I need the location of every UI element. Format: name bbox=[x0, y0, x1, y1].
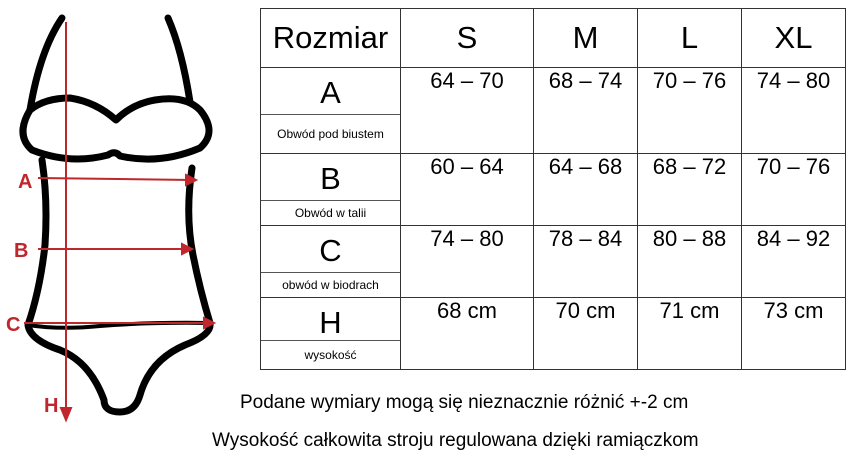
value-cell: 70 – 76 bbox=[638, 68, 742, 154]
header-size-m: M bbox=[534, 9, 638, 68]
row-label-cell bbox=[261, 154, 401, 226]
measure-line-a bbox=[38, 178, 192, 180]
value-cell: 68 – 72 bbox=[638, 154, 742, 226]
value-cell: 78 – 84 bbox=[534, 226, 638, 298]
body-outline bbox=[28, 160, 210, 412]
swimsuit-outline-drawing bbox=[0, 0, 250, 462]
note-adjustable-height: Wysokość całkowita stroju regulowana dzięki ramiączkom bbox=[212, 430, 699, 451]
row-label-cell bbox=[261, 68, 401, 154]
header-size-s: S bbox=[401, 9, 534, 68]
measure-label-a: A bbox=[18, 171, 33, 193]
value-cell: 68 cm bbox=[401, 298, 534, 370]
value-cell: 74 – 80 bbox=[742, 68, 846, 154]
value-cell: 73 cm bbox=[742, 298, 846, 370]
table-row bbox=[261, 68, 846, 154]
table-header-row bbox=[261, 9, 846, 68]
table-row bbox=[261, 298, 846, 370]
value-cell: 71 cm bbox=[638, 298, 742, 370]
row-label-cell bbox=[261, 226, 401, 298]
value-cell: 64 – 70 bbox=[401, 68, 534, 154]
row-letter: B bbox=[261, 154, 400, 201]
header-size-xl: XL bbox=[742, 9, 846, 68]
right-strap bbox=[168, 18, 190, 102]
row-letter: H bbox=[261, 298, 400, 341]
height-arrow-head bbox=[61, 408, 71, 420]
note-tolerance: Podane wymiary mogą się nieznacznie różnić +-2 cm bbox=[240, 392, 689, 413]
value-cell: 60 – 64 bbox=[401, 154, 534, 226]
swimsuit-figure bbox=[0, 0, 250, 462]
measure-label-c: C bbox=[6, 314, 21, 336]
size-chart-table bbox=[260, 8, 846, 370]
row-description: wysokość bbox=[304, 348, 357, 362]
table-row bbox=[261, 226, 846, 298]
row-description: Obwód w talii bbox=[294, 206, 367, 220]
table-row bbox=[261, 154, 846, 226]
value-cell: 70 cm bbox=[534, 298, 638, 370]
row-letter: C bbox=[261, 226, 400, 273]
header-size-l: L bbox=[638, 9, 742, 68]
value-cell: 70 – 76 bbox=[742, 154, 846, 226]
value-cell: 84 – 92 bbox=[742, 226, 846, 298]
row-letter: A bbox=[261, 68, 400, 115]
header-rozmiar: Rozmiar bbox=[261, 9, 401, 68]
measure-label-b: B bbox=[14, 240, 29, 262]
value-cell: 64 – 68 bbox=[534, 154, 638, 226]
value-cell: 80 – 88 bbox=[638, 226, 742, 298]
value-cell: 68 – 74 bbox=[534, 68, 638, 154]
row-description: Obwód pod biustem bbox=[277, 127, 384, 141]
row-label-cell bbox=[261, 298, 401, 370]
measure-label-h: H bbox=[44, 395, 59, 417]
row-description: obwód w biodrach bbox=[282, 278, 379, 292]
bust-cups bbox=[23, 98, 209, 159]
value-cell: 74 – 80 bbox=[401, 226, 534, 298]
